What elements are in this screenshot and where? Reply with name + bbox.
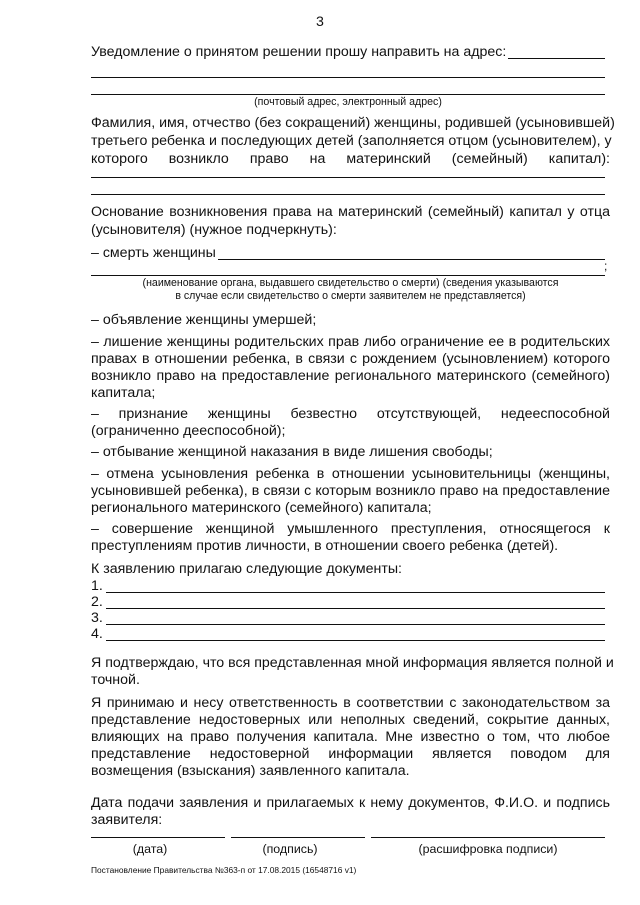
signature-input-line[interactable] bbox=[231, 837, 365, 838]
confirm-line-1: Я подтверждаю, что вся представленная мной информация является полной и bbox=[91, 655, 614, 671]
address-input-line-2[interactable] bbox=[91, 77, 605, 78]
responsibility-line-3: влияющих на право получения капитала. Мне известно о том, что любое bbox=[91, 729, 610, 745]
word: которого bbox=[91, 151, 148, 167]
word: поводом bbox=[510, 746, 567, 762]
item-crime-line-2: преступлениям против личности, в отношении своего ребенка (детей). bbox=[91, 538, 559, 554]
word: преступления, bbox=[390, 521, 487, 537]
responsibility-line-1: Я принимаю и несу ответственность в соответствии с законодательством за bbox=[91, 695, 610, 711]
address-input-line-3[interactable] bbox=[91, 94, 605, 95]
word: материнский bbox=[346, 151, 431, 167]
attachment-input-line-1[interactable] bbox=[106, 592, 605, 593]
word: к bbox=[603, 521, 610, 537]
word: на bbox=[309, 151, 326, 167]
responsibility-line-5: возмещения (взыскания) заявленного капитала. bbox=[91, 763, 410, 779]
word: женщины bbox=[207, 406, 271, 422]
word: совершение bbox=[111, 521, 194, 537]
death-input-line-2[interactable] bbox=[91, 275, 605, 276]
signature-line-2: заявителя: bbox=[91, 812, 163, 828]
death-input-line[interactable] bbox=[218, 259, 605, 260]
item-missing-line-1[interactable] bbox=[91, 406, 610, 423]
item-declared-dead[interactable]: – объявление женщины умершей; bbox=[91, 312, 317, 328]
attachment-input-line-2[interactable] bbox=[106, 608, 605, 609]
word: для bbox=[585, 746, 610, 762]
item-adoption-line-3: регионального материнского (семейного) капитала; bbox=[91, 500, 432, 516]
attachment-number-4: 4. bbox=[91, 626, 103, 642]
item-deprivation-line-2: правах в отношении ребенка, в связи с рождением (усыновлением) которого bbox=[91, 351, 610, 367]
word: право bbox=[249, 151, 289, 167]
decode-label: (расшифровка подписи) bbox=[418, 842, 558, 856]
address-hint: (почтовый адрес, электронный адрес) bbox=[254, 96, 442, 108]
father-section-line-1: Фамилия, имя, отчество (без сокращений) женщины, родившей (усыновившей) bbox=[91, 115, 615, 131]
word: представление bbox=[91, 746, 191, 762]
attachment-number-3: 3. bbox=[91, 610, 103, 626]
attachments-label: К заявлению прилагаю следующие документы: bbox=[91, 561, 402, 577]
item-adoption-line-1[interactable]: – отмена усыновления ребенка в отношении усыновительницы (женщины, bbox=[91, 466, 610, 482]
word: недееспособной bbox=[500, 406, 610, 422]
item-crime-line-1[interactable] bbox=[91, 521, 610, 538]
attachment-number-2: 2. bbox=[91, 594, 103, 610]
word: признание bbox=[118, 406, 189, 422]
word: капитал): bbox=[548, 151, 610, 167]
word: (семейный) bbox=[451, 151, 528, 167]
basis-line-2: (усыновителя) (нужное подчеркнуть): bbox=[91, 222, 337, 238]
responsibility-line-4 bbox=[91, 746, 610, 763]
item-deprivation-line-4: капитала; bbox=[91, 385, 156, 401]
word: информации bbox=[328, 746, 414, 762]
item-prison[interactable]: – отбывание женщиной наказания в виде лишения свободы; bbox=[91, 444, 493, 460]
footer-reference: Постановление Правительства №363-п от 17.08.2015 (16548716 v1) bbox=[91, 865, 357, 875]
date-input-line[interactable] bbox=[91, 837, 225, 838]
word: безвестно bbox=[290, 406, 358, 422]
signature-line-1: Дата подачи заявления и прилагаемых к нему документов, Ф.И.О. и подпись bbox=[91, 795, 610, 811]
word: относящегося bbox=[499, 521, 591, 537]
basis-line-1: Основание возникновения права на материнский (семейный) капитал у отца bbox=[91, 204, 610, 220]
item-deprivation-line-1[interactable]: – лишение женщины родительских прав либо ограничение ее в родительских bbox=[91, 334, 610, 350]
word: возникло bbox=[168, 151, 229, 167]
mother-name-input-line[interactable] bbox=[91, 177, 605, 178]
word: умышленного bbox=[287, 521, 379, 537]
word: недостоверной bbox=[209, 746, 310, 762]
address-label: Уведомление о принятом решении прошу направить на адрес: bbox=[91, 44, 507, 60]
responsibility-line-2: представление недостоверных или неполных сведений, сокрытие данных, bbox=[91, 712, 610, 728]
page-number: 3 bbox=[316, 14, 324, 30]
death-label: – смерть женщины bbox=[91, 245, 216, 261]
death-semicolon: ; bbox=[604, 259, 608, 273]
confirm-line-2: точной. bbox=[91, 672, 140, 688]
death-hint-line-2: в случае если свидетельство о смерти заявителем не представляется) bbox=[175, 290, 526, 302]
item-deprivation-line-3: возникло право на предоставление регионального материнского (семейного) bbox=[91, 368, 610, 384]
father-section-line-3 bbox=[91, 151, 610, 168]
attachment-input-line-4[interactable] bbox=[106, 640, 605, 641]
date-label: (дата) bbox=[132, 842, 168, 856]
sign-label: (подпись) bbox=[262, 842, 318, 856]
item-missing-line-2: (ограниченно дееспособной); bbox=[91, 423, 286, 439]
father-section-line-2: третьего ребенка и последующих детей (заполняется отцом (усыновителем), у bbox=[91, 133, 612, 149]
attachment-input-line-3[interactable] bbox=[106, 624, 605, 625]
death-hint-line-1: (наименование органа, выдавшего свидетельство о смерти) (сведения указываются bbox=[142, 277, 559, 289]
word: отсутствующей, bbox=[376, 406, 482, 422]
decode-input-line[interactable] bbox=[371, 837, 605, 838]
mother-name-input-line-2[interactable] bbox=[91, 194, 605, 195]
address-input-line[interactable] bbox=[508, 58, 605, 59]
word: является bbox=[432, 746, 492, 762]
attachment-number-1: 1. bbox=[91, 578, 103, 594]
word: – bbox=[91, 406, 99, 422]
word: – bbox=[91, 521, 99, 537]
item-adoption-line-2: усыновившей ребенка), в связи с которым возникло право на предоставление bbox=[91, 483, 610, 499]
word: женщиной bbox=[205, 521, 275, 537]
